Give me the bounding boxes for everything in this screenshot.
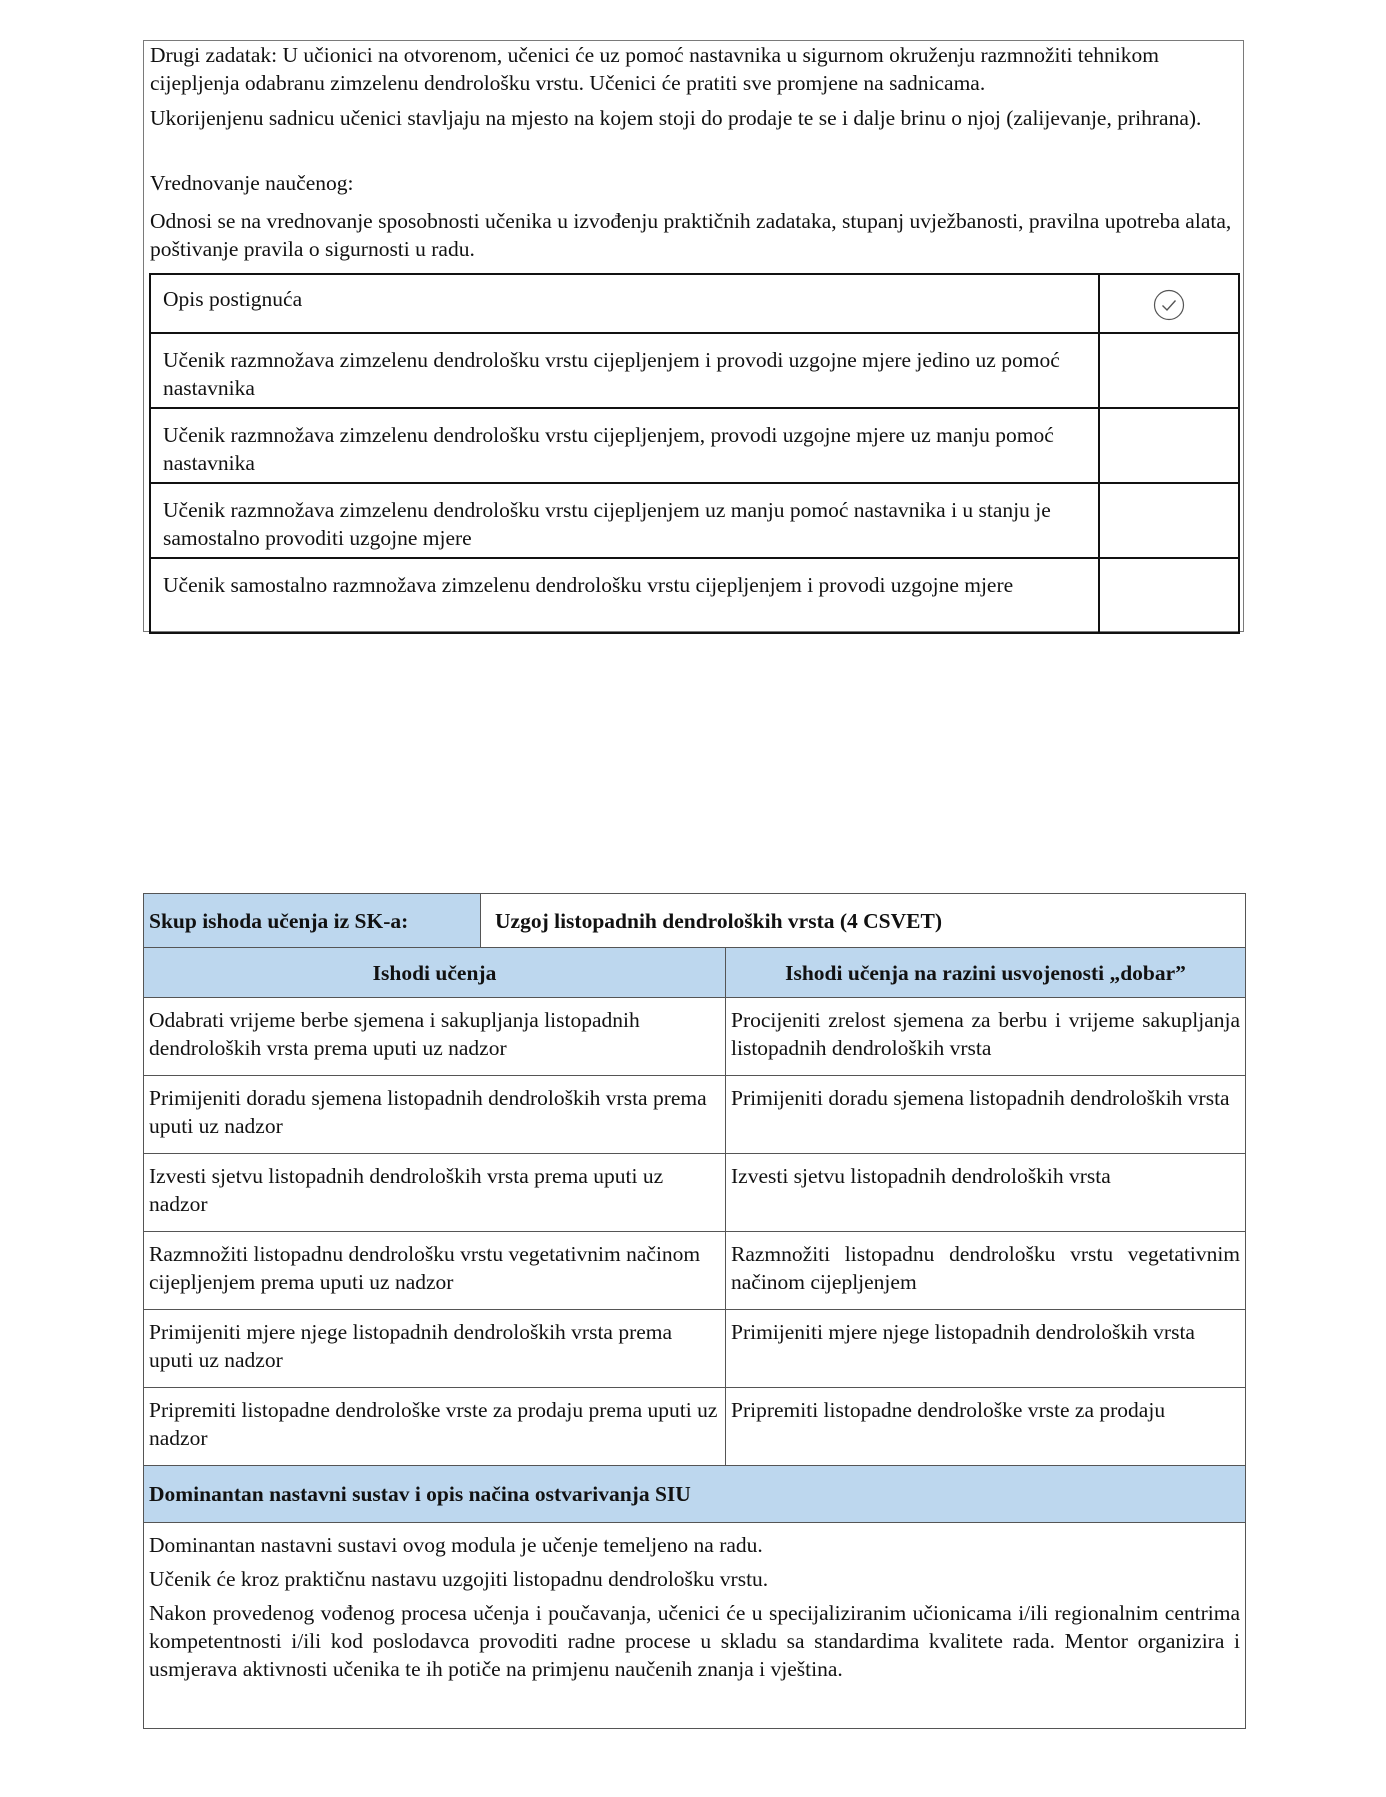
outcome-cell: Izvesti sjetvu listopadnih dendroloških vrsta prema uputi uz nadzor xyxy=(144,1154,726,1232)
outcome-row xyxy=(144,1388,1246,1466)
outcome-row xyxy=(144,1076,1246,1154)
evaluation-row-description: Učenik razmnožava zimzelenu dendrološku vrstu cijepljenjem uz manju pomoć nastavnika i u stanju je samostalno provoditi uzgojne mjere xyxy=(150,483,1099,558)
good-level-cell: Pripremiti listopadne dendrološke vrste za prodaju xyxy=(726,1388,1246,1466)
good-level-cell: Izvesti sjetvu listopadnih dendroloških vrsta xyxy=(726,1154,1246,1232)
column-header-outcomes: Ishodi učenja xyxy=(144,948,726,998)
evaluation-row xyxy=(150,483,1239,558)
teaching-system-body xyxy=(144,1523,1246,1729)
outcome-set-label: Skup ishoda učenja iz SK-a: xyxy=(144,894,481,948)
teaching-system-heading: Dominantan nastavni sustav i opis načina ostvarivanja SIU xyxy=(144,1466,1246,1523)
check-circle-icon xyxy=(1153,289,1185,321)
outcome-set-row xyxy=(144,894,1246,948)
outcome-row xyxy=(144,998,1246,1076)
task-description-box xyxy=(143,40,1244,632)
column-header-row xyxy=(144,948,1246,998)
evaluation-paragraph: Odnosi se na vrednovanje sposobnosti učenika u izvođenju praktičnih zadataka, stupanj uvježbanosti, pravilna upotreba alata, poštivanje pravila o sigurnosti u radu. xyxy=(150,209,1232,261)
teaching-system-body-row xyxy=(144,1523,1246,1729)
teaching-system-paragraph: Dominantan nastavni sustavi ovog modula je učenje temeljeno na radu. xyxy=(149,1533,763,1557)
learning-outcomes-table xyxy=(143,893,1246,1729)
teaching-system-paragraph: Nakon provedenog vođenog procesa učenja i poučavanja, učenici će u specijaliziranim učionicama i/ili regionalnim centrima kompetentnosti i/ili kod poslodavca provoditi radne procese u skladu sa standardima kvalitete rada. Mentor organizira i usmjerava aktivnosti učenika te ih potiče na primjenu naučenih znanja i vještina. xyxy=(149,1601,1241,1681)
evaluation-table-header xyxy=(150,274,1239,333)
outcome-cell: Pripremiti listopadne dendrološke vrste za prodaju prema uputi uz nadzor xyxy=(144,1388,726,1466)
achievement-description-header: Opis postignuća xyxy=(150,274,1099,333)
outcome-cell: Primijeniti mjere njege listopadnih dendroloških vrsta prema uputi uz nadzor xyxy=(144,1310,726,1388)
outcome-row xyxy=(144,1154,1246,1232)
task-paragraph: Drugi zadatak: U učionici na otvorenom, učenici će uz pomoć nastavnika u sigurnom okruženju razmnožiti tehnikom cijepljenja odabranu zimzelenu dendrološku vrstu. Učenici će pratiti sve promjene na sadnicama. xyxy=(150,43,1159,95)
evaluation-row-description: Učenik razmnožava zimzelenu dendrološku vrstu cijepljenjem, provodi uzgojne mjere uz manju pomoć nastavnika xyxy=(150,408,1099,483)
evaluation-heading: Vrednovanje naučenog: xyxy=(150,171,354,195)
outcome-cell: Odabrati vrijeme berbe sjemena i sakupljanja listopadnih dendroloških vrsta prema uputi uz nadzor xyxy=(144,998,726,1076)
teaching-system-header-row xyxy=(144,1466,1246,1523)
good-level-cell: Razmnožiti listopadnu dendrološku vrstu vegetativnim načinom cijepljenjem xyxy=(726,1232,1246,1310)
checkmark-header-cell xyxy=(1099,274,1239,333)
evaluation-row-check-cell[interactable] xyxy=(1099,408,1239,483)
evaluation-row xyxy=(150,333,1239,408)
evaluation-row-check-cell[interactable] xyxy=(1099,333,1239,408)
outcome-row xyxy=(144,1232,1246,1310)
evaluation-row-check-cell[interactable] xyxy=(1099,558,1239,633)
evaluation-table xyxy=(149,273,1240,634)
evaluation-row-description: Učenik razmnožava zimzelenu dendrološku vrstu cijepljenjem i provodi uzgojne mjere jedino uz pomoć nastavnika xyxy=(150,333,1099,408)
good-level-cell: Procijeniti zrelost sjemena za berbu i vrijeme sakupljanja listopadnih dendroloških vrsta xyxy=(726,998,1246,1076)
outcome-cell: Razmnožiti listopadnu dendrološku vrstu vegetativnim načinom cijepljenjem prema uputi uz nadzor xyxy=(144,1232,726,1310)
care-paragraph: Ukorijenjenu sadnicu učenici stavljaju na mjesto na kojem stoji do prodaje te se i dalje brinu o njoj (zalijevanje, prihrana). xyxy=(150,106,1202,130)
good-level-cell: Primijeniti mjere njege listopadnih dendroloških vrsta xyxy=(726,1310,1246,1388)
column-header-good-level: Ishodi učenja na razini usvojenosti „dobar” xyxy=(726,948,1246,998)
teaching-system-paragraph: Učenik će kroz praktičnu nastavu uzgojiti listopadnu dendrološku vrstu. xyxy=(149,1567,769,1591)
outcome-cell: Primijeniti doradu sjemena listopadnih dendroloških vrsta prema uputi uz nadzor xyxy=(144,1076,726,1154)
evaluation-row xyxy=(150,408,1239,483)
evaluation-row xyxy=(150,558,1239,633)
outcome-set-value: Uzgoj listopadnih dendroloških vrsta (4 CSVET) xyxy=(481,894,1246,948)
good-level-cell: Primijeniti doradu sjemena listopadnih dendroloških vrsta xyxy=(726,1076,1246,1154)
outcome-row xyxy=(144,1310,1246,1388)
evaluation-row-description: Učenik samostalno razmnožava zimzelenu dendrološku vrstu cijepljenjem i provodi uzgojne mjere xyxy=(150,558,1099,633)
evaluation-row-check-cell[interactable] xyxy=(1099,483,1239,558)
